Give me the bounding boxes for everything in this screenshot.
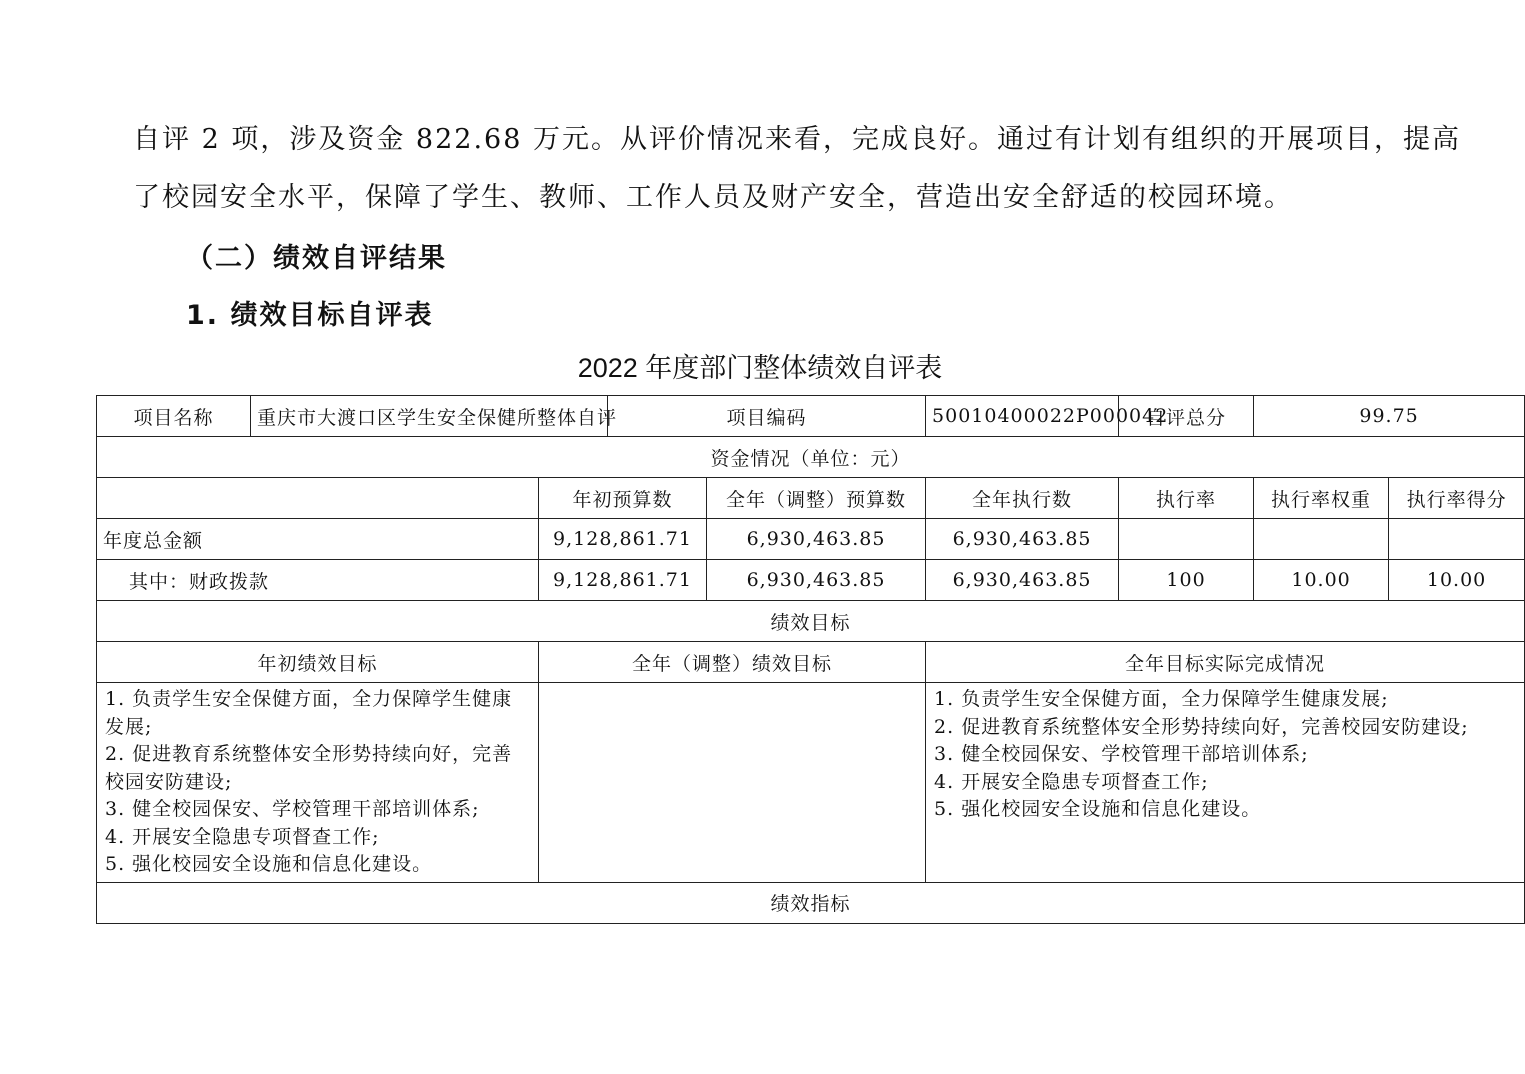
col-exec-rate: 执行率: [1119, 478, 1254, 519]
cell-executed: 6,930,463.85: [926, 519, 1119, 560]
table-title: 2022 年度部门整体绩效自评表: [577, 353, 943, 383]
cell-exec-score: [1389, 519, 1525, 560]
project-name: 重庆市大渡口区学生安全保健所整体自评: [251, 396, 608, 437]
goal-item: 5. 强化校园安全设施和信息化建设。: [934, 798, 1262, 820]
cell-exec-rate: [1119, 519, 1254, 560]
table-row: [97, 519, 1525, 560]
row-label: 年度总金额: [97, 519, 539, 560]
intro-line-1: 自评 2 项，涉及资金 822.68 万元。从评价情况来看，完成良好。通过有计划有组织的开展项目，提高: [133, 124, 1461, 155]
cell-exec-weight: 10.00: [1254, 560, 1389, 601]
section-heading: （二）绩效自评结果: [186, 243, 447, 274]
sub-heading: 1. 绩效目标自评表: [186, 300, 434, 331]
total-score: 99.75: [1254, 396, 1525, 437]
goals-adjusted-cell: [539, 683, 926, 883]
goal-item: 2. 促进教育系统整体安全形势持续向好，完善校园安防建设;: [105, 743, 513, 793]
project-name-label: 项目名称: [97, 396, 251, 437]
goal-item: 1. 负责学生安全保健方面，全力保障学生健康发展;: [105, 688, 513, 738]
cell-adjusted-budget: 6,930,463.85: [707, 560, 926, 601]
funds-columns-row: [97, 478, 1525, 519]
intro-line-2: 了校园安全水平，保障了学生、教师、工作人员及财产安全，营造出安全舒适的校园环境。: [133, 182, 1293, 213]
project-info-row: [97, 396, 1525, 437]
goal-item: 3. 健全校园保安、学校管理干部培训体系;: [105, 798, 480, 820]
project-code-label: 项目编码: [608, 396, 926, 437]
col-initial-budget: 年初预算数: [539, 478, 707, 519]
cell-exec-rate: 100: [1119, 560, 1254, 601]
goal-item: 1. 负责学生安全保健方面，全力保障学生健康发展;: [934, 688, 1389, 710]
col-goals-initial: 年初绩效目标: [97, 642, 539, 683]
goals-initial-cell: [97, 683, 539, 883]
indicators-header: 绩效指标: [97, 882, 1525, 923]
col-exec-weight: 执行率权重: [1254, 478, 1389, 519]
col-executed: 全年执行数: [926, 478, 1119, 519]
cell-exec-weight: [1254, 519, 1389, 560]
cell-initial-budget: 9,128,861.71: [539, 560, 707, 601]
project-code: 50010400022P000042: [926, 396, 1119, 437]
funds-corner-cell: [97, 478, 539, 519]
cell-exec-score: 10.00: [1389, 560, 1525, 601]
cell-initial-budget: 9,128,861.71: [539, 519, 707, 560]
goal-item: 3. 健全校园保安、学校管理干部培训体系;: [934, 743, 1309, 765]
col-goals-actual: 全年目标实际完成情况: [926, 642, 1525, 683]
goals-actual-cell: [926, 683, 1525, 883]
cell-executed: 6,930,463.85: [926, 560, 1119, 601]
goal-item: 4. 开展安全隐患专项督查工作;: [934, 770, 1209, 793]
cell-adjusted-budget: 6,930,463.85: [707, 519, 926, 560]
row-label: 其中：财政拨款: [97, 560, 539, 601]
col-adjusted-budget: 全年（调整）预算数: [707, 478, 926, 519]
self-evaluation-table: [96, 395, 1525, 924]
goal-item: 2. 促进教育系统整体安全形势持续向好，完善校园安防建设;: [934, 715, 1469, 738]
col-exec-score: 执行率得分: [1389, 478, 1525, 519]
goals-columns-row: [97, 642, 1525, 683]
total-score-label: 自评总分: [1119, 396, 1254, 437]
goal-item: 5. 强化校园安全设施和信息化建设。: [105, 853, 433, 875]
goal-item: 4. 开展安全隐患专项督查工作;: [105, 825, 380, 848]
funds-header: 资金情况（单位：元）: [97, 437, 1525, 478]
col-goals-adjusted: 全年（调整）绩效目标: [539, 642, 926, 683]
goals-header: 绩效目标: [97, 601, 1525, 642]
table-row: [97, 560, 1525, 601]
goals-content-row: [97, 683, 1525, 883]
